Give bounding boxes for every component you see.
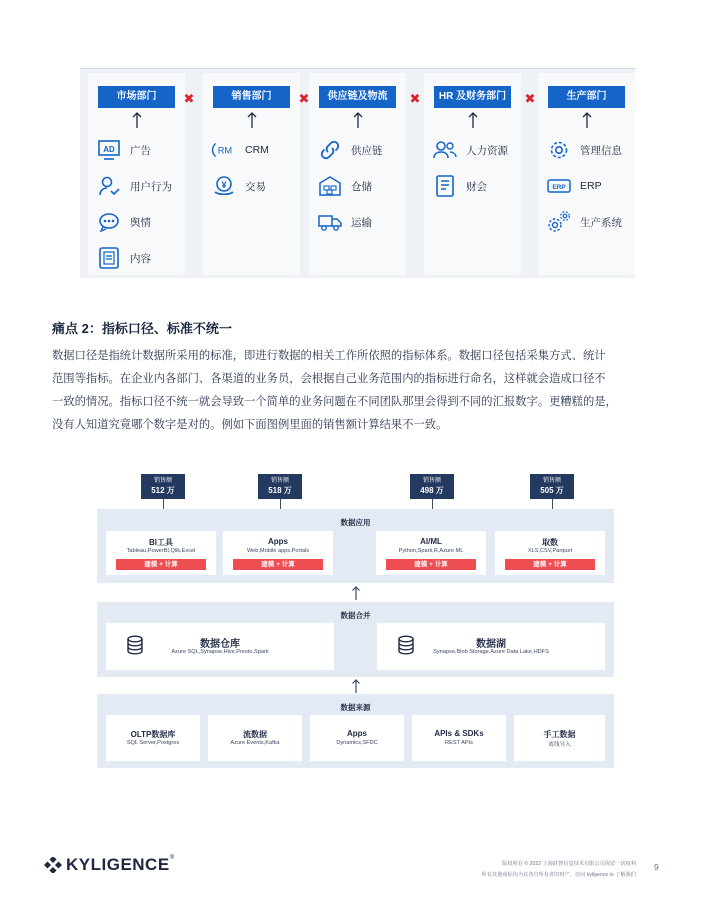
dept-production bbox=[538, 73, 635, 275]
ad-icon bbox=[96, 137, 122, 163]
connector-line bbox=[432, 499, 433, 509]
model-calc-tag: 建模 + 计算 bbox=[386, 559, 476, 570]
dept-item: 内容 bbox=[96, 245, 188, 271]
separator-x-icon: ✖ bbox=[183, 91, 195, 106]
logo-mark-icon bbox=[44, 857, 62, 873]
up-arrow-icon bbox=[468, 111, 478, 129]
separator-x-icon: ✖ bbox=[298, 91, 310, 106]
layer-title: 数据来源 bbox=[340, 703, 371, 712]
dept-marketing bbox=[88, 73, 185, 275]
layer-title: 数据合并 bbox=[340, 611, 371, 620]
finance-icon bbox=[432, 173, 458, 199]
people-icon bbox=[432, 137, 458, 163]
dept-header: 生产部门 bbox=[548, 86, 625, 108]
dept-item: AD 广告 bbox=[96, 137, 188, 163]
dept-item: 用户行为 bbox=[96, 173, 188, 199]
data-lake-card: 数据湖 Synapse,Blob Storage,Azure Data Lake,HDFS bbox=[377, 623, 605, 670]
source-card: APIs & SDKs REST APIs bbox=[412, 715, 506, 761]
dept-supply-chain bbox=[309, 73, 406, 275]
connector-line bbox=[552, 499, 553, 509]
connector-line bbox=[280, 499, 281, 509]
paragraph-line: 没有人知道究竟哪个数字是对的。例如下面图例里面的销售额计算结果不一致。 bbox=[52, 419, 448, 431]
up-arrow-icon bbox=[353, 111, 363, 129]
data-app-layer bbox=[97, 509, 614, 583]
dept-item: RM CRM bbox=[211, 137, 303, 163]
user-behavior-icon bbox=[96, 173, 122, 199]
app-card: AI/ML Python,Spark,R,Azure ML 建模 + 计算 bbox=[376, 531, 486, 575]
dept-header: HR 及财务部门 bbox=[434, 86, 511, 108]
separator-x-icon: ✖ bbox=[409, 91, 421, 106]
trade-icon bbox=[211, 173, 237, 199]
dept-header: 市场部门 bbox=[98, 86, 175, 108]
paragraph-line: 范围等指标。在企业内各部门、各渠道的业务员，会根据自己业务范围内的指标进行命名，这样就会造成口径不 bbox=[52, 373, 606, 385]
copyright-line: 版权所有 © 2022 上海跬智信息技术有限公司保留一切权利 bbox=[502, 861, 636, 867]
dept-item: 供应链 bbox=[317, 137, 409, 163]
crm-icon bbox=[211, 137, 237, 163]
svg-text:¥: ¥ bbox=[221, 180, 227, 190]
connector-line bbox=[163, 499, 164, 509]
registered-mark: ® bbox=[169, 855, 175, 861]
svg-text:ERP: ERP bbox=[552, 184, 566, 191]
dept-sales bbox=[203, 73, 300, 275]
dept-header: 供应链及物流 bbox=[319, 86, 396, 108]
metric-badge: 销售额 512 万 bbox=[141, 474, 185, 499]
sentiment-icon bbox=[96, 209, 122, 235]
department-silos-figure bbox=[80, 68, 635, 278]
metric-badge: 销售额 498 万 bbox=[410, 474, 454, 499]
section-title: 痛点 2：指标口径、标准不统一 bbox=[52, 321, 232, 336]
up-arrow-icon bbox=[132, 111, 142, 129]
erp-icon bbox=[546, 173, 572, 199]
content-icon bbox=[96, 245, 122, 271]
dept-item: ¥ 交易 bbox=[211, 173, 303, 199]
model-calc-tag: 建模 + 计算 bbox=[505, 559, 595, 570]
svg-text:RM: RM bbox=[217, 145, 233, 156]
source-card: Apps Dynamics,SFDC bbox=[310, 715, 404, 761]
logo-text: KYLIGENCE bbox=[66, 855, 170, 874]
gear-icon bbox=[546, 137, 572, 163]
source-card: 手工数据 离线导入 bbox=[514, 715, 605, 761]
warehouse-icon bbox=[317, 173, 343, 199]
metric-badge: 销售额 518 万 bbox=[258, 474, 302, 499]
data-source-layer bbox=[97, 694, 614, 768]
warehouse-card: 数据仓库 Azure SQL,Synapse,Hive,Presto,Spark bbox=[106, 623, 334, 670]
dept-header: 销售部门 bbox=[213, 86, 290, 108]
up-arrow-icon bbox=[351, 678, 361, 694]
data-merge-layer bbox=[97, 602, 614, 677]
separator-x-icon: ✖ bbox=[524, 91, 536, 106]
model-calc-tag: 建模 + 计算 bbox=[116, 559, 206, 570]
dept-item: 舆情 bbox=[96, 209, 188, 235]
dept-item: 运输 bbox=[317, 209, 409, 235]
paragraph-line: 一致的情况。指标口径不统一就会导致一个简单的业务问题在不同团队那里会得到不同的汇报数字。更糟糕的是， bbox=[52, 396, 617, 408]
layer-title: 数据应用 bbox=[340, 518, 371, 527]
up-arrow-icon bbox=[351, 585, 361, 601]
dept-item: 生产系统 bbox=[546, 209, 638, 235]
dept-item: 仓储 bbox=[317, 173, 409, 199]
copyright-line: 所有其他商标均为其各自所有者的财产。访问 kyligence.io 了解我们 bbox=[481, 872, 636, 878]
dept-item: 财会 bbox=[432, 173, 524, 199]
dept-item: 人力资源 bbox=[432, 137, 524, 163]
dept-hr-finance bbox=[424, 73, 521, 275]
metric-badge: 销售额 505 万 bbox=[530, 474, 574, 499]
kyligence-logo bbox=[44, 856, 175, 874]
page-number: 9 bbox=[654, 862, 659, 872]
app-card: Apps Web,Mobile apps,Portals 建模 + 计算 bbox=[223, 531, 333, 575]
source-card: OLTP数据库 SQL Server,Postgres bbox=[106, 715, 200, 761]
up-arrow-icon bbox=[247, 111, 257, 129]
up-arrow-icon bbox=[582, 111, 592, 129]
svg-text:AD: AD bbox=[103, 145, 115, 154]
app-card: 取数 XLS,CSV,Parquet 建模 + 计算 bbox=[495, 531, 605, 575]
paragraph-line: 数据口径是指统计数据所采用的标准，即进行数据的相关工作所依照的指标体系。数据口径包括采集方式、统计 bbox=[52, 350, 606, 362]
dept-item: 管理信息 bbox=[546, 137, 638, 163]
app-card: BI工具 Tableau,PowerBI,Qlik,Excel 建模 + 计算 bbox=[106, 531, 216, 575]
source-card: 流数据 Azure Events,Kafka bbox=[208, 715, 302, 761]
supply-chain-icon bbox=[317, 137, 343, 163]
gears-icon bbox=[546, 209, 572, 235]
truck-icon bbox=[317, 209, 343, 235]
dept-item: ERP ERP bbox=[546, 173, 638, 199]
model-calc-tag: 建模 + 计算 bbox=[233, 559, 323, 570]
